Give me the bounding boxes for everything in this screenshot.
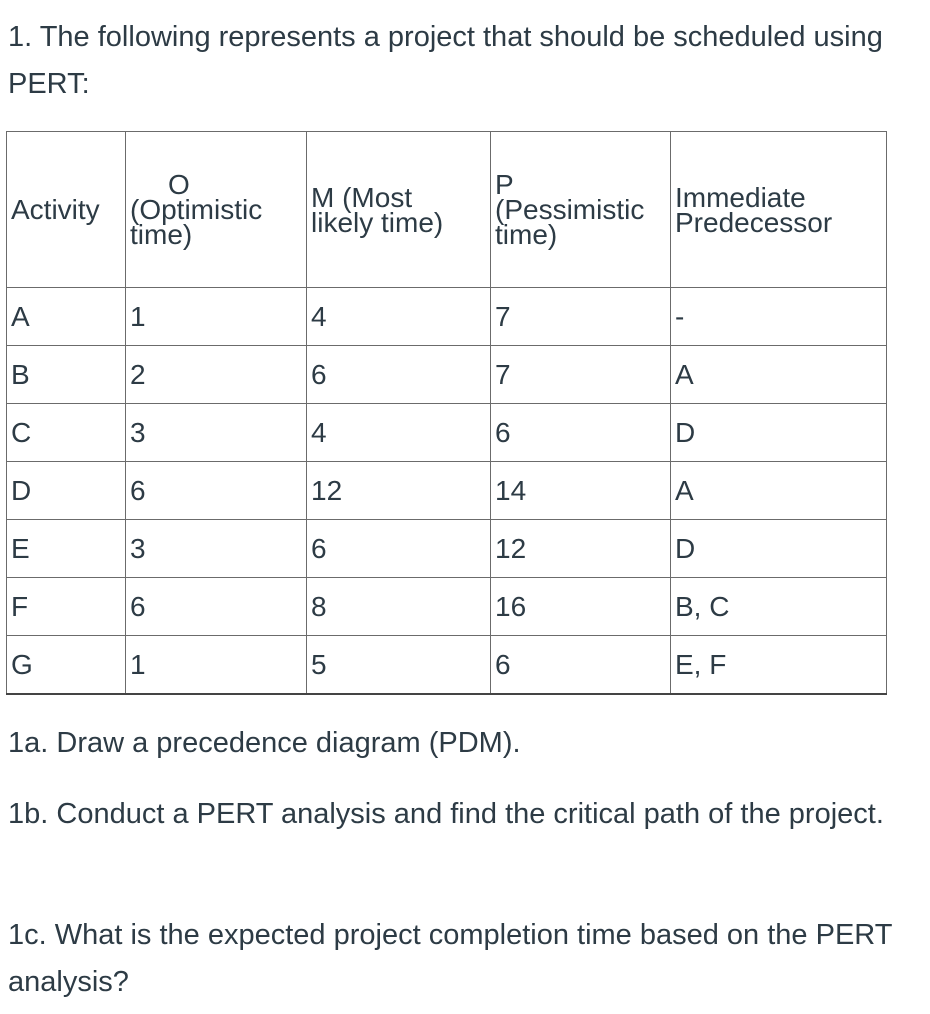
cell-predecessor: A xyxy=(671,346,887,404)
cell-predecessor: B, C xyxy=(671,578,887,636)
cell-pessimistic: 12 xyxy=(491,520,671,578)
cell-most-likely: 4 xyxy=(307,288,491,346)
problem-intro: 1. The following represents a project that should be scheduled using PERT: xyxy=(8,21,883,100)
header-activity: Activity xyxy=(7,132,126,288)
cell-activity: E xyxy=(7,520,126,578)
cell-optimistic: 6 xyxy=(126,578,307,636)
cell-optimistic: 3 xyxy=(126,520,307,578)
cell-pessimistic: 7 xyxy=(491,346,671,404)
table-row xyxy=(7,462,887,520)
table-row xyxy=(7,404,887,462)
cell-optimistic: 2 xyxy=(126,346,307,404)
cell-most-likely: 4 xyxy=(307,404,491,462)
table-row xyxy=(7,288,887,346)
cell-activity: G xyxy=(7,636,126,695)
cell-pessimistic: 6 xyxy=(491,404,671,462)
cell-optimistic: 1 xyxy=(126,636,307,695)
cell-most-likely: 6 xyxy=(307,346,491,404)
table-row xyxy=(7,578,887,636)
table-header-row xyxy=(7,132,887,288)
header-predecessor: Immediate Predecessor xyxy=(671,132,887,288)
cell-pessimistic: 16 xyxy=(491,578,671,636)
header-most-likely: M (Most likely time) xyxy=(307,132,491,288)
cell-pessimistic: 7 xyxy=(491,288,671,346)
cell-most-likely: 8 xyxy=(307,578,491,636)
cell-most-likely: 6 xyxy=(307,520,491,578)
cell-pessimistic: 6 xyxy=(491,636,671,695)
question-1c: 1c. What is the expected project completion time based on the PERT analysis? xyxy=(8,919,892,998)
cell-pessimistic: 14 xyxy=(491,462,671,520)
cell-most-likely: 5 xyxy=(307,636,491,695)
cell-predecessor: D xyxy=(671,404,887,462)
table-row xyxy=(7,520,887,578)
header-pessimistic: P (Pessimistic time) xyxy=(491,132,671,288)
header-optimistic: O (Optimistic time) xyxy=(126,132,307,288)
cell-predecessor: A xyxy=(671,462,887,520)
question-1a: 1a. Draw a precedence diagram (PDM). xyxy=(8,727,521,759)
cell-predecessor: - xyxy=(671,288,887,346)
cell-predecessor: D xyxy=(671,520,887,578)
cell-optimistic: 3 xyxy=(126,404,307,462)
cell-predecessor: E, F xyxy=(671,636,887,695)
cell-activity: F xyxy=(7,578,126,636)
cell-most-likely: 12 xyxy=(307,462,491,520)
cell-activity: C xyxy=(7,404,126,462)
cell-activity: B xyxy=(7,346,126,404)
question-1b: 1b. Conduct a PERT analysis and find the critical path of the project. xyxy=(8,798,884,830)
cell-activity: A xyxy=(7,288,126,346)
table-row xyxy=(7,636,887,695)
cell-optimistic: 6 xyxy=(126,462,307,520)
cell-optimistic: 1 xyxy=(126,288,307,346)
table-row xyxy=(7,346,887,404)
pert-activity-table xyxy=(6,131,887,695)
cell-activity: D xyxy=(7,462,126,520)
